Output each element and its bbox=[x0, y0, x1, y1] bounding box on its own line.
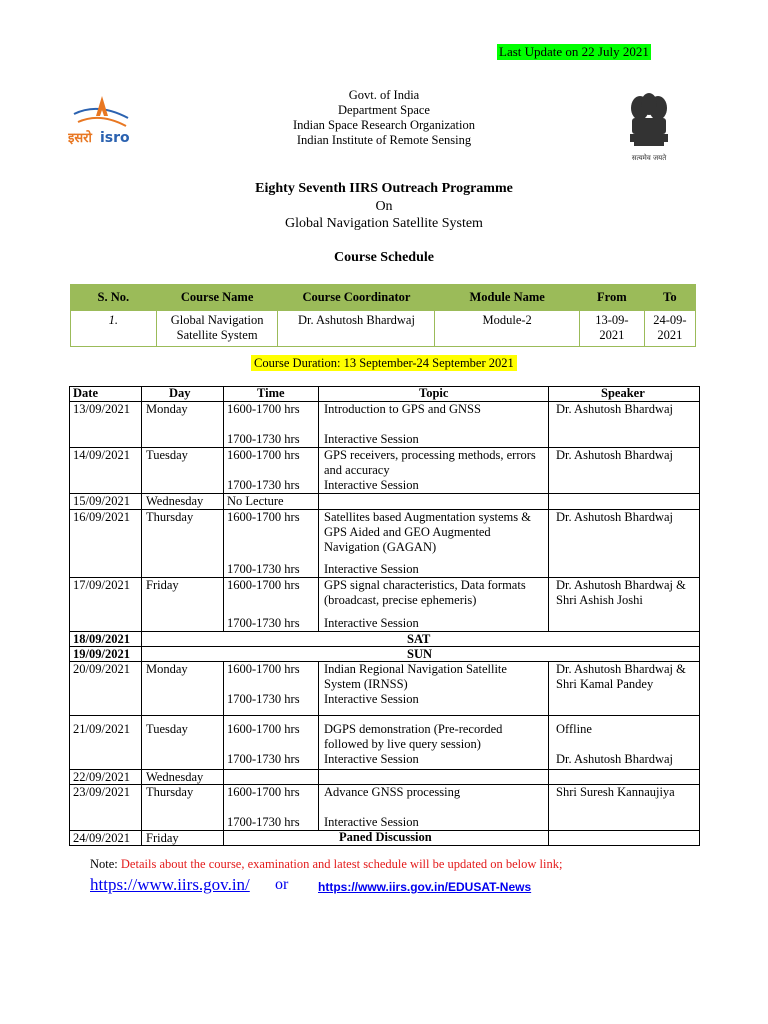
programme-title: Eighty Seventh IIRS Outreach Programme bbox=[255, 181, 513, 196]
header-course-name: Course Name bbox=[156, 285, 278, 311]
weekend-label: SUN bbox=[407, 647, 433, 661]
row-time: 1700-1730 hrs bbox=[227, 752, 300, 766]
row-time: 1700-1730 hrs bbox=[227, 562, 300, 576]
row-date: 15/09/2021 bbox=[73, 494, 130, 508]
row-day: Thursday bbox=[146, 510, 194, 524]
row-speaker: Shri Suresh Kannaujiya bbox=[556, 785, 675, 799]
row-time: 1600-1700 hrs bbox=[227, 722, 300, 736]
row-day: Monday bbox=[146, 662, 188, 676]
iirs-link[interactable]: https://www.iirs.gov.in/ bbox=[90, 875, 250, 894]
row-time: 1600-1700 hrs bbox=[227, 662, 300, 676]
sched-header-topic: Topic bbox=[419, 386, 449, 400]
row-day: Tuesday bbox=[146, 448, 188, 462]
course-info-table bbox=[70, 284, 696, 347]
row-topic: followed by live query session) bbox=[324, 737, 481, 751]
row-topic: Navigation (GAGAN) bbox=[324, 540, 437, 554]
header-sno: S. No. bbox=[71, 285, 157, 311]
row-day: Friday bbox=[146, 578, 179, 592]
header-line-isro: Indian Space Research Organization bbox=[293, 118, 475, 132]
cell-to: 24-09- 2021 bbox=[644, 311, 695, 347]
row-time: 1600-1700 hrs bbox=[227, 510, 300, 524]
header-line-govt: Govt. of India bbox=[348, 88, 420, 102]
row-topic: Interactive Session bbox=[324, 478, 419, 492]
course-schedule-heading: Course Schedule bbox=[334, 250, 434, 265]
org-header bbox=[200, 88, 568, 148]
header-line-dept: Department Space bbox=[338, 103, 430, 117]
row-time: 1700-1730 hrs bbox=[227, 478, 300, 492]
row-date: 14/09/2021 bbox=[73, 448, 130, 462]
row-topic: Interactive Session bbox=[324, 432, 419, 446]
row-speaker: Dr. Ashutosh Bhardwaj & bbox=[556, 662, 686, 676]
header-from: From bbox=[579, 285, 644, 311]
row-topic: Interactive Session bbox=[324, 616, 419, 630]
row-day: Thursday bbox=[146, 785, 194, 799]
row-topic: GPS signal characteristics, Data formats bbox=[324, 578, 526, 592]
row-topic: Introduction to GPS and GNSS bbox=[324, 402, 481, 416]
header-module: Module Name bbox=[435, 285, 580, 311]
programme-on: On bbox=[375, 199, 393, 214]
weekend-label: SAT bbox=[407, 632, 431, 646]
row-date: 19/09/2021 bbox=[73, 647, 130, 661]
isro-hindi-text: इसरो bbox=[68, 131, 92, 146]
row-topic: Indian Regional Navigation Satellite bbox=[324, 662, 507, 676]
sched-header-time: Time bbox=[257, 386, 285, 400]
sched-header-day: Day bbox=[169, 386, 191, 400]
row-time: 1600-1700 hrs bbox=[227, 448, 300, 462]
programme-subject: Global Navigation Satellite System bbox=[285, 216, 483, 231]
row-topic: DGPS demonstration (Pre-recorded bbox=[324, 722, 503, 736]
row-topic: GPS receivers, processing methods, errors bbox=[324, 448, 536, 462]
header-line-iirs: Indian Institute of Remote Sensing bbox=[296, 133, 472, 147]
course-table-row bbox=[71, 311, 696, 347]
course-duration: Course Duration: 13 September-24 September 2021 bbox=[251, 355, 517, 371]
row-time: No Lecture bbox=[227, 494, 284, 508]
cell-course-name: Global Navigation Satellite System bbox=[156, 311, 278, 347]
row-date: 18/09/2021 bbox=[73, 632, 130, 646]
row-topic: (broadcast, precise ephemeris) bbox=[324, 593, 477, 607]
schedule-table bbox=[69, 386, 700, 846]
row-speaker: Dr. Ashutosh Bhardwaj & bbox=[556, 578, 686, 592]
row-topic: Interactive Session bbox=[324, 562, 419, 576]
row-date: 22/09/2021 bbox=[73, 770, 130, 784]
cell-module: Module-2 bbox=[435, 311, 580, 347]
row-speaker: Dr. Ashutosh Bhardwaj bbox=[556, 752, 674, 766]
row-topic: Satellites based Augmentation systems & bbox=[324, 510, 531, 524]
row-topic: GPS Aided and GEO Augmented bbox=[324, 525, 491, 539]
note-label: Note: bbox=[90, 857, 118, 871]
edusat-news-link[interactable]: https://www.iirs.gov.in/EDUSAT-News bbox=[318, 880, 532, 894]
course-table-header bbox=[71, 285, 696, 311]
row-topic: Interactive Session bbox=[324, 692, 419, 706]
note-text bbox=[90, 857, 562, 872]
cell-from: 13-09- 2021 bbox=[579, 311, 644, 347]
row-date: 13/09/2021 bbox=[73, 402, 130, 416]
row-day: Wednesday bbox=[146, 494, 204, 508]
row-time: 1600-1700 hrs bbox=[227, 785, 300, 799]
row-time: 1600-1700 hrs bbox=[227, 578, 300, 592]
isro-logo bbox=[68, 92, 134, 162]
header-to: To bbox=[644, 285, 695, 311]
last-update-badge: Last Update on 22 July 2021 bbox=[499, 44, 649, 59]
cell-coordinator: Dr. Ashutosh Bhardwaj bbox=[278, 311, 435, 347]
row-date: 16/09/2021 bbox=[73, 510, 130, 524]
row-topic: System (IRNSS) bbox=[324, 677, 408, 691]
row-topic: Interactive Session bbox=[324, 752, 419, 766]
row-speaker: Shri Kamal Pandey bbox=[556, 677, 654, 691]
national-emblem bbox=[620, 88, 678, 164]
row-time: 1700-1730 hrs bbox=[227, 815, 300, 829]
row-date: 20/09/2021 bbox=[73, 662, 130, 676]
row-day: Monday bbox=[146, 402, 188, 416]
row-speaker: Dr. Ashutosh Bhardwaj bbox=[556, 510, 674, 524]
row-topic: Interactive Session bbox=[324, 815, 419, 829]
sched-header-date: Date bbox=[73, 386, 98, 400]
row-time: 1700-1730 hrs bbox=[227, 616, 300, 630]
row-date: 23/09/2021 bbox=[73, 785, 130, 799]
row-speaker: Dr. Ashutosh Bhardwaj bbox=[556, 402, 674, 416]
row-topic: Advance GNSS processing bbox=[324, 785, 461, 799]
row-speaker: Shri Ashish Joshi bbox=[556, 593, 643, 607]
row-speaker: Dr. Ashutosh Bhardwaj bbox=[556, 448, 674, 462]
row-date: 21/09/2021 bbox=[73, 722, 130, 736]
row-day: Wednesday bbox=[146, 770, 204, 784]
row-day: Friday bbox=[146, 831, 179, 845]
sched-header-speaker: Speaker bbox=[601, 386, 645, 400]
row-day: Tuesday bbox=[146, 722, 188, 736]
row-topic: Paned Discussion bbox=[339, 830, 432, 844]
row-time: 1700-1730 hrs bbox=[227, 432, 300, 446]
cell-sno: 1. bbox=[71, 311, 157, 347]
row-speaker: Offline bbox=[556, 722, 592, 736]
row-time: 1700-1730 hrs bbox=[227, 692, 300, 706]
or-text: or bbox=[275, 876, 289, 893]
emblem-motto: सत्यमेव जयते bbox=[631, 154, 667, 162]
note-body: Details about the course, examination and latest schedule will be updated on below link; bbox=[120, 857, 563, 871]
row-time: 1600-1700 hrs bbox=[227, 402, 300, 416]
row-date: 24/09/2021 bbox=[73, 831, 130, 845]
row-date: 17/09/2021 bbox=[73, 578, 130, 592]
isro-text: isro bbox=[100, 130, 130, 146]
header-coordinator: Course Coordinator bbox=[278, 285, 435, 311]
row-topic: and accuracy bbox=[324, 463, 390, 477]
